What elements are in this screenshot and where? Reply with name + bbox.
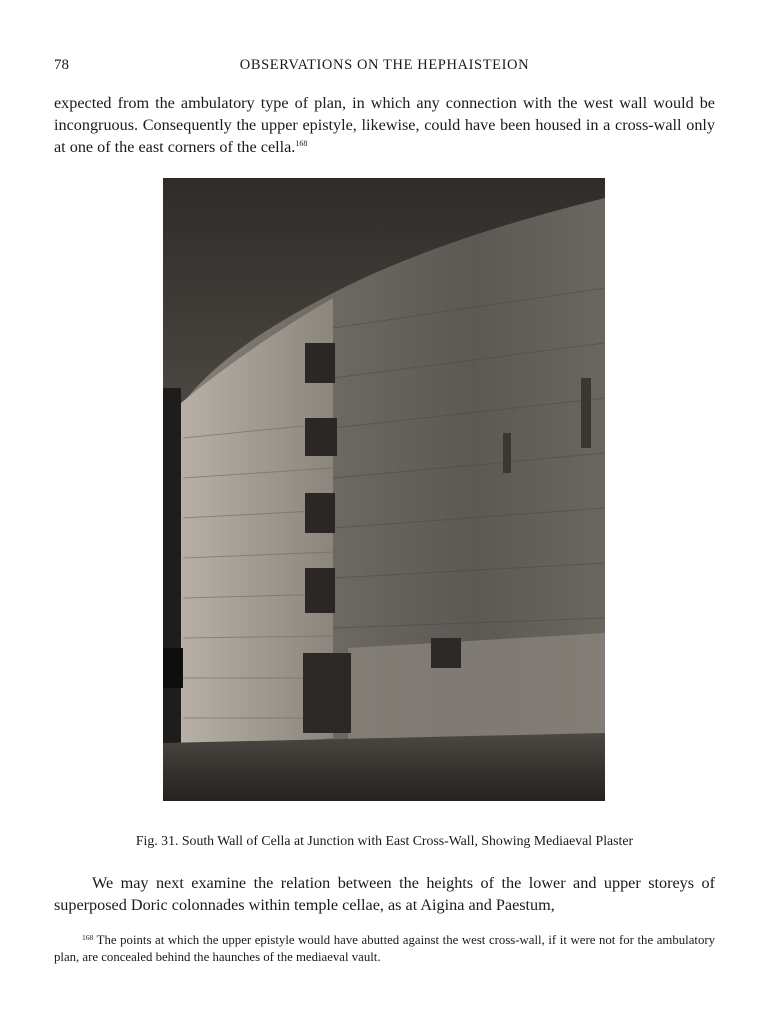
paragraph-1-text: expected from the ambulatory type of plan, in which any connection with the west wall would be incongruous. Consequently the upper epistyle, likewise, could have been housed in a cross-wall only at one of the east corners of the cella. [54, 94, 715, 156]
running-head [54, 57, 715, 79]
footnote-reference: 168 [295, 139, 308, 148]
paragraph-2: We may next examine the relation between the heights of the lower and upper storeys of superposed Doric colonnades within temple cellae, as at Aigina and Paestum, [54, 874, 715, 914]
figure-caption: Fig. 31. South Wall of Cella at Junction with East Cross-Wall, Showing Mediaeval Plaster [135, 833, 634, 848]
running-title: OBSERVATIONS ON THE HEPHAISTEION [239, 57, 530, 73]
footnote-text: The points at which the upper epistyle would have abutted against the west cross-wall, if it were not for the ambulatory plan, are concealed behind the haunches of the mediaeval vault. [54, 933, 716, 964]
footnote [54, 932, 715, 966]
footnote-marker: 168 [82, 933, 94, 942]
page-number: 78 [54, 57, 69, 73]
figure-photograph [163, 178, 605, 801]
paragraph-1 [54, 92, 715, 158]
